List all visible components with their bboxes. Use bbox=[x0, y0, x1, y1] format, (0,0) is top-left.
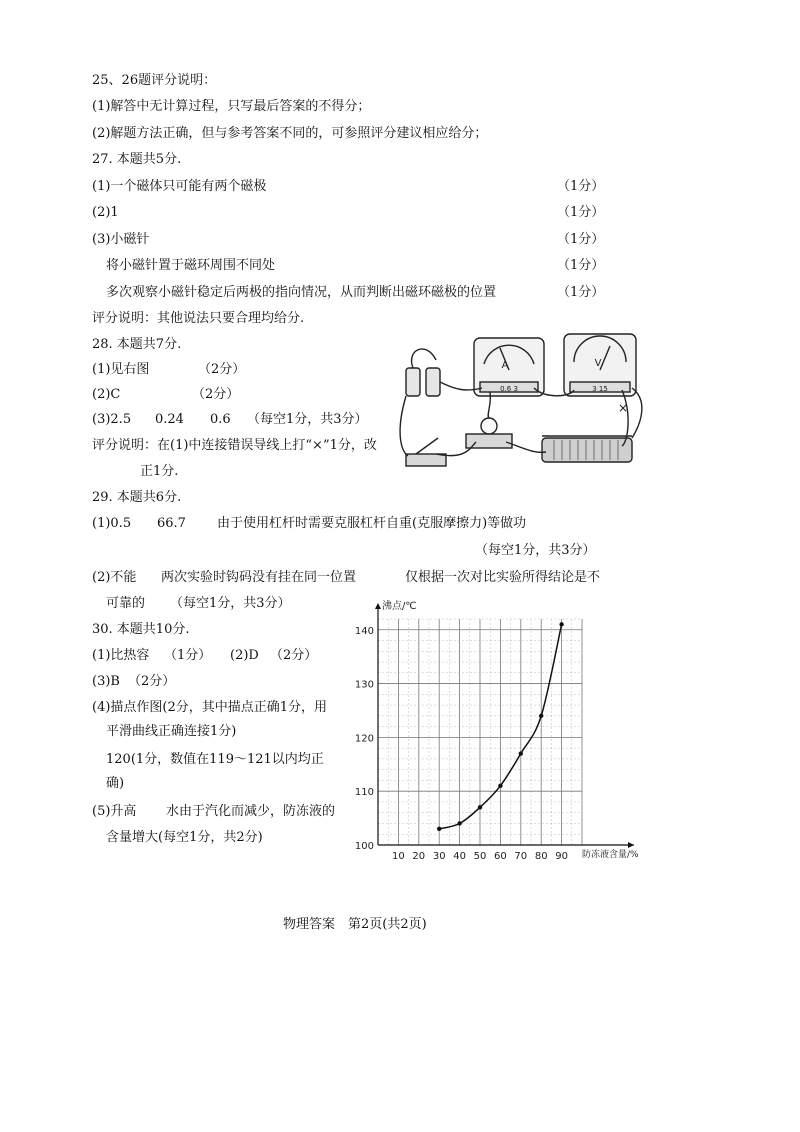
chart-data-point bbox=[519, 751, 523, 755]
q28-title: 28. 本题共7分. bbox=[92, 337, 182, 352]
q29-answer-2-v2: 两次实验时钩码没有挂在同一位置 bbox=[161, 570, 357, 585]
q30-answer-5-v1: (5)升高 bbox=[92, 804, 137, 819]
chart-data-point bbox=[437, 827, 441, 831]
chart-x-tick-label: 10 bbox=[392, 851, 405, 862]
q29-answer-1-v1: (1)0.5 bbox=[92, 516, 132, 531]
chart-data-point bbox=[539, 714, 543, 718]
q27-answer-2-score: （1分） bbox=[557, 205, 605, 220]
chart-data-point bbox=[559, 622, 563, 626]
chart-x-tick-label: 30 bbox=[432, 851, 446, 862]
circuit-diagram bbox=[396, 330, 648, 478]
q27-answer-1: (1)一个磁体只可能有两个磁极 bbox=[92, 179, 267, 194]
battery-cell-left bbox=[406, 368, 420, 396]
q30-answer-4-line-3: 120(1分，数值在119～121以内均正 bbox=[106, 752, 324, 767]
q30-title: 30. 本题共10分. bbox=[92, 622, 190, 637]
chart-y-tick-label: 140 bbox=[354, 625, 374, 637]
q28-answer-3-note: （每空1分，共3分） bbox=[247, 412, 368, 427]
chart-x-tick-label: 90 bbox=[555, 851, 568, 862]
q29-title: 29. 本题共6分. bbox=[92, 490, 182, 505]
voltmeter-label: V bbox=[594, 358, 602, 369]
q28-answer-3-v3: 0.6 bbox=[210, 412, 231, 427]
error-cross-mark: × bbox=[618, 401, 629, 415]
chart-data-point bbox=[457, 821, 461, 825]
chart-y-tick-label: 100 bbox=[354, 841, 374, 852]
chart-y-tick-label: 120 bbox=[354, 733, 374, 745]
q28-answer-1-score: （2分） bbox=[198, 362, 246, 377]
q28-answer-3-v1: (3)2.5 bbox=[92, 412, 132, 427]
boiling-point-chart bbox=[350, 595, 650, 865]
chart-x-tick-label: 50 bbox=[473, 851, 487, 862]
q27-answer-3-score: （1分） bbox=[557, 232, 605, 247]
chart-x-tick-label: 40 bbox=[453, 851, 466, 862]
q30-answer-4-line-4: 确) bbox=[106, 776, 125, 791]
chart-ylabel: 沸点/℃ bbox=[382, 601, 417, 612]
q28-answer-2-score: （2分） bbox=[192, 387, 240, 402]
scoring-title: 25、26题评分说明： bbox=[92, 73, 217, 88]
chart-x-tick-label: 20 bbox=[412, 851, 426, 862]
q30-answer-1-score: （1分） bbox=[164, 648, 212, 663]
chart-y-tick-label: 110 bbox=[354, 787, 374, 799]
q27-answer-3c-score: （1分） bbox=[557, 285, 605, 300]
q29-answer-2-v3: 仅根据一次对比实验所得结论是不 bbox=[405, 570, 601, 585]
q30-answer-5-v3: 含量增大(每空1分，共2分) bbox=[106, 830, 263, 845]
chart-data-point bbox=[478, 805, 482, 809]
q30-answer-3: (3)B bbox=[92, 674, 120, 689]
q29-answer-1-v2: 66.7 bbox=[157, 516, 186, 531]
chart-xlabel: 防冻液含量/% bbox=[582, 850, 639, 860]
q30-answer-5-v2: 水由于汽化而减少，防冻液的 bbox=[166, 804, 336, 819]
q29-answer-1-score: （每空1分，共3分） bbox=[475, 543, 596, 558]
q28-note-1: 评分说明：在(1)中连接错误导线上打“×”1分，改 bbox=[92, 438, 377, 453]
chart-x-tick-label: 60 bbox=[494, 851, 507, 862]
rheostat-body bbox=[542, 438, 632, 462]
ammeter-terminals: 0.6 3 bbox=[500, 385, 518, 393]
q30-answer-4-line-1: (4)描点作图(2分，其中描点正确1分，用 bbox=[92, 700, 328, 715]
q27-answer-3b: 将小磁针置于磁环周围不同处 bbox=[106, 258, 276, 273]
q27-title: 27. 本题共5分. bbox=[92, 152, 182, 167]
q28-answer-1: (1)见右图 bbox=[92, 362, 150, 377]
q27-answer-3c: 多次观察小磁针稳定后两极的指向情况，从而判断出磁环磁极的位置 bbox=[106, 285, 497, 300]
q27-note: 评分说明：其他说法只要合理均给分. bbox=[92, 311, 305, 326]
scoring-rule-1: (1)解答中无计算过程，只写最后答案的不得分； bbox=[92, 99, 371, 114]
page-footer: 物理答案 第2页(共2页) bbox=[283, 917, 427, 932]
q29-answer-2-v1: (2)不能 bbox=[92, 570, 137, 585]
voltmeter-terminals: 3 15 bbox=[592, 385, 608, 393]
bulb-icon bbox=[481, 418, 497, 434]
q29-answer-1-v3: 由于使用杠杆时需要克服杠杆自重(克服摩擦力)等做功 bbox=[217, 516, 527, 531]
chart-x-tick-label: 80 bbox=[534, 851, 548, 862]
battery-cell-right bbox=[426, 368, 440, 396]
q28-note-2: 正1分. bbox=[140, 464, 179, 479]
scoring-rule-2: (2)解题方法正确，但与参考答案不同的，可参照评分建议相应给分； bbox=[92, 126, 488, 141]
q29-answer-2-v3b: 可靠的 bbox=[106, 596, 146, 611]
q30-answer-4-line-2: 平滑曲线正确连接1分) bbox=[106, 724, 237, 739]
chart-x-axis-arrow bbox=[628, 842, 634, 848]
q28-answer-2: (2)C bbox=[92, 387, 121, 402]
q28-answer-3-v2: 0.24 bbox=[155, 412, 184, 427]
chart-x-tick-label: 70 bbox=[514, 851, 528, 862]
q27-answer-2: (2)1 bbox=[92, 205, 119, 220]
switch-base bbox=[406, 454, 446, 466]
q30-answer-2-score: （2分） bbox=[270, 648, 318, 663]
chart-y-tick-label: 130 bbox=[354, 679, 374, 691]
q30-answer-2: (2)D bbox=[230, 648, 259, 663]
q30-answer-3-score: （2分） bbox=[128, 674, 176, 689]
chart-data-point bbox=[498, 784, 502, 788]
q30-answer-1: (1)比热容 bbox=[92, 648, 150, 663]
q29-answer-2-score: （每空1分，共3分） bbox=[170, 596, 291, 611]
q27-answer-1-score: （1分） bbox=[557, 179, 605, 194]
ammeter-label: A bbox=[501, 360, 509, 371]
chart-y-axis-arrow bbox=[375, 603, 381, 609]
q27-answer-3: (3)小磁针 bbox=[92, 232, 150, 247]
q27-answer-3b-score: （1分） bbox=[557, 258, 605, 273]
